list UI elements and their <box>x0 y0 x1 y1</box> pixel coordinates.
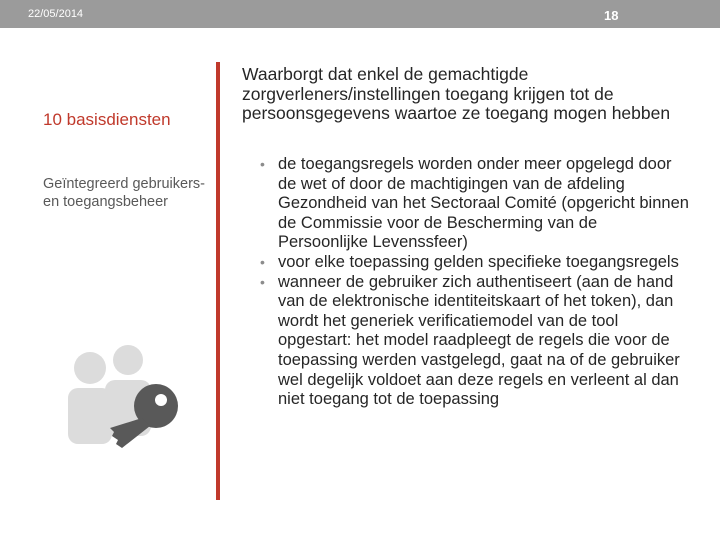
list-item <box>260 253 690 273</box>
page-number: 18 <box>604 8 619 23</box>
list-item <box>260 155 690 253</box>
bullet-icon: • <box>260 253 265 270</box>
bullet-icon: • <box>260 273 265 290</box>
bullet-list <box>260 155 690 410</box>
bullet-text: de toegangsregels worden onder meer opgelegd door de wet of door de machtigingen van de afdeling Gezondheid van het Sectoraal Comité (opgericht binnen de Commissie voor de Bescherming van de Persoonlijke Levenssfeer) <box>278 155 689 252</box>
bullet-text: voor elke toepassing gelden specifieke toegangsregels <box>278 252 679 271</box>
list-item <box>260 273 690 410</box>
users-key-icon <box>68 340 186 450</box>
bullet-icon: • <box>260 156 265 172</box>
section-subtitle: Geïntegreerd gebruikers- en toegangsbeheer <box>43 176 205 210</box>
vertical-divider <box>216 62 220 500</box>
slide-date: 22/05/2014 <box>28 8 84 20</box>
section-title: 10 basisdiensten <box>43 110 171 129</box>
bullet-text: wanneer de gebruiker zich authentiseert (aan de hand van de elektronische identiteitskaart of het token), dan wordt het generiek verificatiemodel van de tool opgestart: het model raadpleegt de regels die voor de toepassing werden vastgelegd, gaat na of de gebruiker wel degelijk voldoet aan deze regels en verleent al dan niet toegang tot de toepassing <box>278 272 680 409</box>
intro-text: Waarborgt dat enkel de gemachtigde zorgverleners/instellingen toegang krijgen tot de persoonsgegevens waartoe ze toegang mogen hebben <box>242 64 671 124</box>
header-bar <box>0 0 720 28</box>
